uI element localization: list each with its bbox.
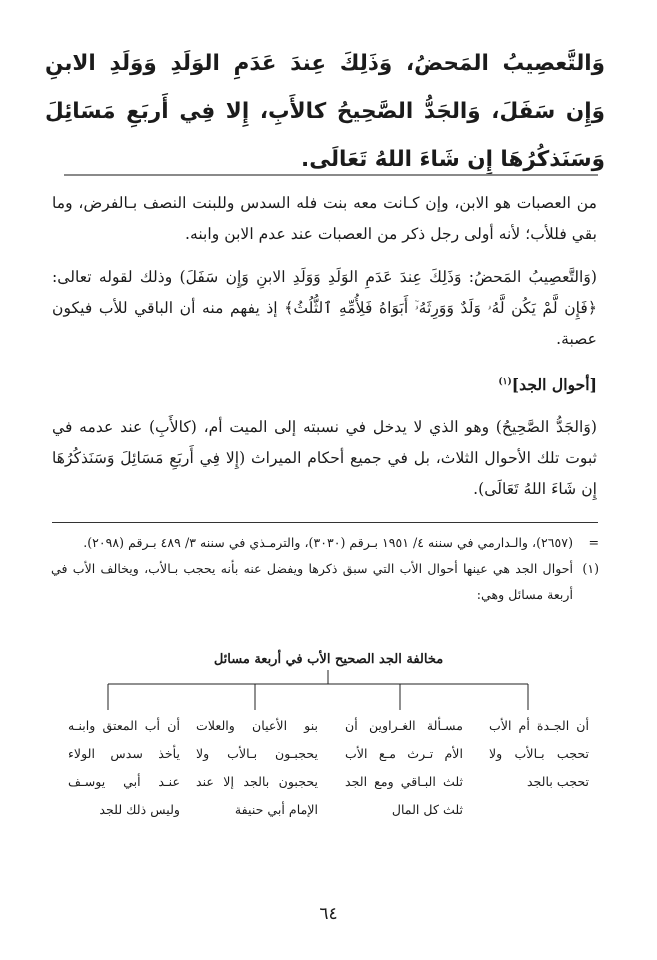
diagram-branch-1: أن الجـدة أم الأب تحجب بـالأب ولا تحجب بالجد: [489, 718, 589, 789]
commentary: [52, 188, 597, 505]
commentary-para-2-quote: (وَالتَّعصِيبُ المَحضُ: وَذَلِكَ عِندَ عَدَمِ الوَلَدِ وَوَلَدِ الابنِ وَإِن سَفَلَ) وذلك لقوله تعالى:: [52, 268, 597, 286]
commentary-para-3: (وَالجَدُّ الصَّحِيحُ) وهو الذي لا يدخل في نسبته إلى الميت أم، (كالأَبِ) عند عدمه في ثبوت تلك الأحوال الثلاث، بل في جميع أحكام الميراث (إِلا فِي أَربَعِ مَسَائِلَ وَسَنَذكُرُهَا إِن شَاءَ اللهُ تَعَالَى).: [52, 418, 597, 499]
matn-text: [45, 40, 605, 184]
footnotes: [51, 530, 599, 608]
footnote-1: [51, 556, 599, 608]
commentary-para-1: من العصبات هو الابن، وإن كـانت معه بنت فله السدس وللبنت النصف بـالفرض، وما بقي فللأب؛ لأنه أولى رجل ذكر من العصبات عند عدم الابن وابنه.: [52, 194, 597, 243]
diagram-branch-2: مسـألة الغـراوين أن الأم تـرث مـع الأب ثلث البـاقي ومع الجد ثلث كل المال: [345, 718, 463, 817]
footnote-continued: [51, 530, 599, 556]
section-heading: [52, 367, 597, 400]
page-number: ٦٤: [319, 904, 338, 924]
matn-line-2: الصَّحِيحُ كالأَبِ، إِلا فِي أَربَعِ مَسَائِلَ وَسَنَذكُرُهَا إِن شَاءَ اللهُ تَعَالَى.: [45, 99, 605, 172]
commentary-para-2: [52, 262, 597, 355]
footnote-continued-marker: =: [588, 535, 599, 550]
diagram-connectors: [0, 670, 657, 714]
footnote-separator: [52, 522, 598, 523]
matn-line-1: وَالتَّعصِيبُ المَحضُ، وَذَلِكَ عِندَ عَدَمِ الوَلَدِ وَوَلَدِ الابنِ وَإِن سَفَلَ، وَالجَدُّ: [45, 51, 605, 124]
footnote-1-text: أحوال الجد هي عينها أحوال الأب التي سبق ذكرها ويفضل عنه بأنه يحجب بـالأب، ويخالف الأب في أربعة مسائل وهي:: [51, 561, 573, 602]
diagram-branch-3: بنو الأعيان والعلات يحجبـون بـالأب ولا يحجبون بالجد إلا عند الإمام أبي حنيفة: [196, 718, 318, 817]
diagram-title: مخالفة الجد الصحيح الأب في أربعة مسائل: [213, 652, 444, 667]
commentary-para-2-end: إذ يفهم منه أن الباقي للأب فيكون عصبة.: [52, 299, 597, 348]
footnote-marker: (١): [498, 377, 512, 387]
footnote-continued-text: (٢٦٥٧)، والـدارمي في سننه ٤/ ١٩٥١ بـرقم (٣٠٣٠)، والترمـذي في سننه ٣/ ٤٨٩ بـرقم (٢٠٩٨).: [83, 535, 573, 550]
section-heading-text: [أحوال الجد]: [511, 375, 597, 395]
quran-verse: ﴿فَإِن لَّمْ يَكُن لَّهُۥ وَلَدٌ وَوَرِثَهُۥٓ أَبَوَاهُ فَلِأُمِّهِ ٱلثُّلُثُ﴾: [284, 299, 597, 317]
matn-separator: [64, 174, 598, 176]
diagram-branch-4: أن أب المعتق وابنـه يأخذ سدس الولاء عنـد أبي يوسـف وليس ذلك للجد: [68, 718, 180, 817]
footnote-1-number: (١): [582, 561, 599, 576]
